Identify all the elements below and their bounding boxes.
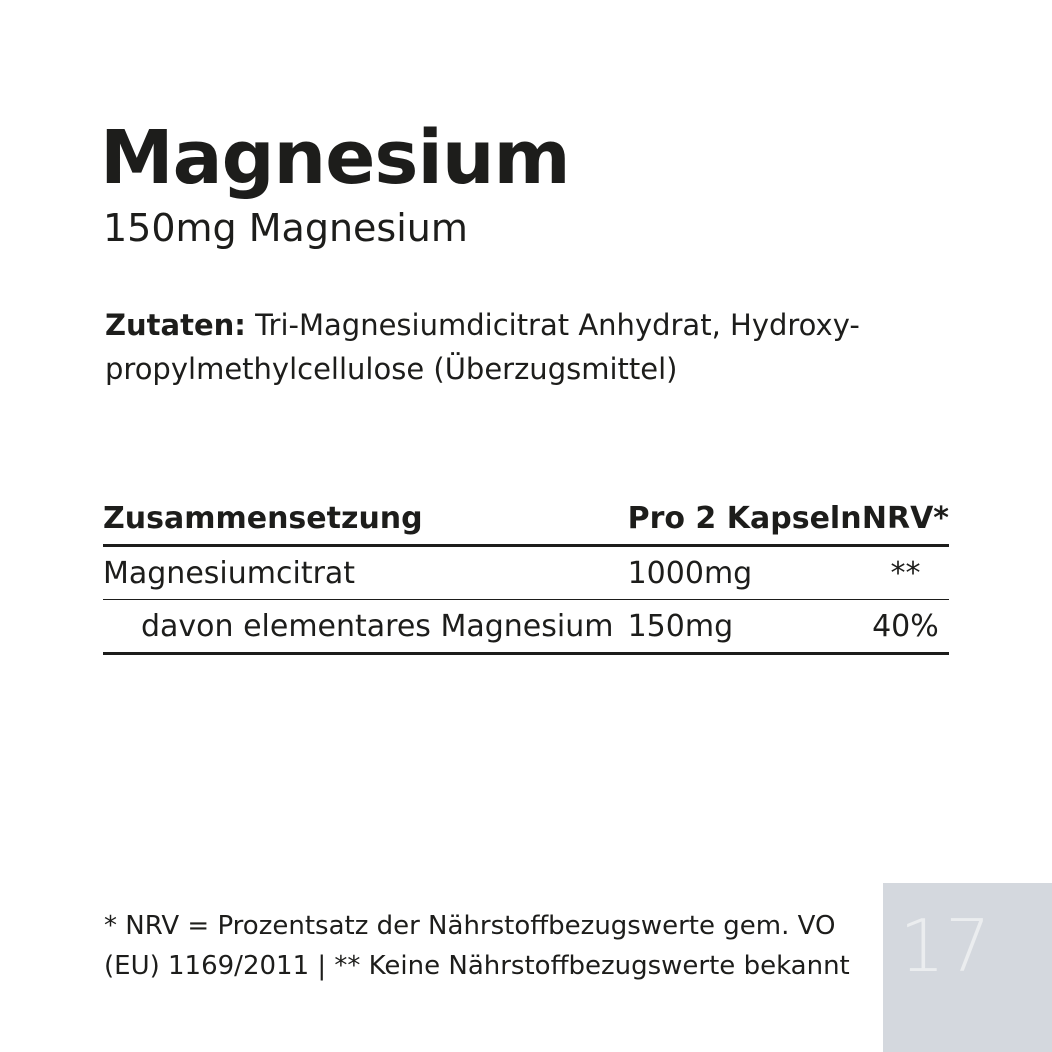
page-number-box bbox=[883, 883, 1052, 1052]
row-nrv: ** bbox=[862, 546, 949, 600]
product-title: Magnesium bbox=[100, 115, 570, 201]
product-subtitle: 150mg Magnesium bbox=[103, 206, 468, 250]
row-amount: 1000mg bbox=[628, 546, 862, 600]
ingredients-text: Tri-Magnesiumdicitrat Anhydrat, Hydroxy-propylmethylcellulose (Überzugsmittel) bbox=[105, 308, 860, 386]
row-name: Magnesiumcitrat bbox=[103, 546, 628, 600]
header-composition: Zusammensetzung bbox=[103, 492, 628, 546]
row-amount: 150mg bbox=[628, 600, 862, 654]
footnote-line-1: * NRV = Prozentsatz der Nährstoffbezugswerte gem. VO bbox=[104, 911, 836, 941]
footnote-line-2: (EU) 1169/2011 | ** Keine Nährstoffbezugswerte bekannt bbox=[104, 951, 850, 981]
nutrition-table-header-row bbox=[103, 492, 949, 546]
footnote bbox=[104, 906, 864, 986]
header-per-2-capsules: Pro 2 Kapseln bbox=[628, 492, 862, 546]
row-name: davon elementares Magnesium bbox=[103, 600, 628, 654]
page-number: 17 bbox=[899, 904, 991, 988]
header-nrv: NRV* bbox=[862, 492, 949, 546]
row-nrv: 40% bbox=[862, 600, 949, 654]
nutrition-table bbox=[103, 492, 949, 655]
ingredients-paragraph bbox=[105, 303, 905, 391]
table-row bbox=[103, 546, 949, 600]
table-row bbox=[103, 600, 949, 654]
ingredients-label: Zutaten: bbox=[105, 308, 246, 342]
